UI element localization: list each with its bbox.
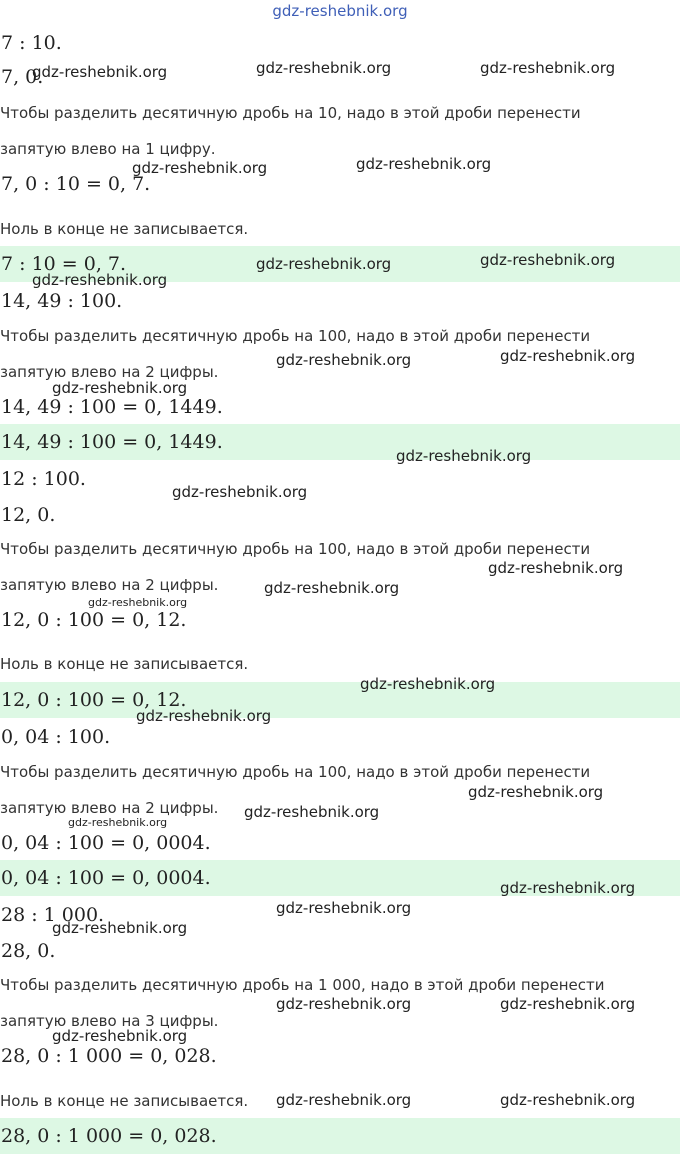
math-line: 28, 0 : 1 000 = 0, 028. — [1, 1045, 217, 1067]
watermark: gdz-reshebnik.org — [356, 155, 492, 173]
watermark: gdz-reshebnik.org — [500, 1091, 636, 1109]
math-line: 12, 0 : 100 = 0, 12. — [1, 609, 187, 631]
watermark: gdz-reshebnik.org — [136, 707, 272, 725]
watermark: gdz-reshebnik.org — [500, 347, 636, 365]
math-line: 7, 0 : 10 = 0, 7. — [1, 173, 151, 195]
watermark: gdz-reshebnik.org — [500, 879, 636, 897]
watermark: gdz-reshebnik.org — [132, 159, 268, 177]
math-line: 28, 0. — [1, 940, 56, 962]
rule-text: Чтобы разделить десятичную дробь на 1 000, надо в этой дроби перенести — [0, 976, 605, 994]
rule-text: запятую влево на 1 цифру. — [0, 140, 216, 158]
watermark: gdz-reshebnik.org — [396, 447, 532, 465]
math-line: 14, 49 : 100 = 0, 1449. — [1, 396, 223, 418]
rule-text: запятую влево на 3 цифры. — [0, 1012, 219, 1030]
answer-line: 12, 0 : 100 = 0, 12. — [0, 682, 680, 718]
watermark: gdz-reshebnik.org — [244, 803, 380, 821]
watermark: gdz-reshebnik.org — [68, 816, 168, 829]
watermark: gdz-reshebnik.org — [52, 379, 188, 397]
math-line: 0, 04 : 100 = 0, 0004. — [1, 832, 211, 854]
watermark: gdz-reshebnik.org — [276, 1091, 412, 1109]
header-watermark: gdz-reshebnik.org — [272, 2, 408, 20]
watermark: gdz-reshebnik.org — [488, 559, 624, 577]
rule-text: Чтобы разделить десятичную дробь на 10, надо в этой дроби перенести — [0, 104, 581, 122]
watermark: gdz-reshebnik.org — [32, 63, 168, 81]
watermark: gdz-reshebnik.org — [32, 271, 168, 289]
watermark: gdz-reshebnik.org — [480, 251, 616, 269]
note-text: Ноль в конце не записывается. — [0, 655, 249, 673]
rule-text: запятую влево на 2 цифры. — [0, 363, 219, 381]
rule-text: Чтобы разделить десятичную дробь на 100, надо в этой дроби перенести — [0, 540, 591, 558]
rule-text: запятую влево на 2 цифры. — [0, 799, 219, 817]
math-line: 7 : 10. — [1, 32, 62, 54]
answer-line: 28, 0 : 1 000 = 0, 028. — [0, 1118, 680, 1154]
watermark: gdz-reshebnik.org — [360, 675, 496, 693]
watermark: gdz-reshebnik.org — [52, 919, 188, 937]
watermark: gdz-reshebnik.org — [480, 59, 616, 77]
answer-line: 0, 04 : 100 = 0, 0004. — [0, 860, 680, 896]
watermark: gdz-reshebnik.org — [52, 1027, 188, 1045]
watermark: gdz-reshebnik.org — [276, 995, 412, 1013]
math-line: 14, 49 : 100. — [1, 290, 123, 312]
math-line: 7, 0. — [1, 66, 44, 88]
watermark: gdz-reshebnik.org — [500, 995, 636, 1013]
note-text: Ноль в конце не записывается. — [0, 220, 249, 238]
answer-line: 14, 49 : 100 = 0, 1449. — [0, 424, 680, 460]
math-line: 12 : 100. — [1, 468, 86, 490]
rule-text: Чтобы разделить десятичную дробь на 100, надо в этой дроби перенести — [0, 327, 591, 345]
watermark: gdz-reshebnik.org — [256, 255, 392, 273]
watermark: gdz-reshebnik.org — [276, 351, 412, 369]
watermark: gdz-reshebnik.org — [276, 899, 412, 917]
math-line: 12, 0. — [1, 504, 56, 526]
watermark: gdz-reshebnik.org — [256, 59, 392, 77]
math-line: 28 : 1 000. — [1, 904, 105, 926]
rule-text: Чтобы разделить десятичную дробь на 100, надо в этой дроби перенести — [0, 763, 591, 781]
math-line: 0, 04 : 100. — [1, 726, 111, 748]
rule-text: запятую влево на 2 цифры. — [0, 576, 219, 594]
watermark: gdz-reshebnik.org — [172, 483, 308, 501]
watermark: gdz-reshebnik.org — [264, 579, 400, 597]
watermark: gdz-reshebnik.org — [468, 783, 604, 801]
answer-line: 7 : 10 = 0, 7. — [0, 246, 680, 282]
note-text: Ноль в конце не записывается. — [0, 1092, 249, 1110]
watermark: gdz-reshebnik.org — [88, 596, 188, 609]
